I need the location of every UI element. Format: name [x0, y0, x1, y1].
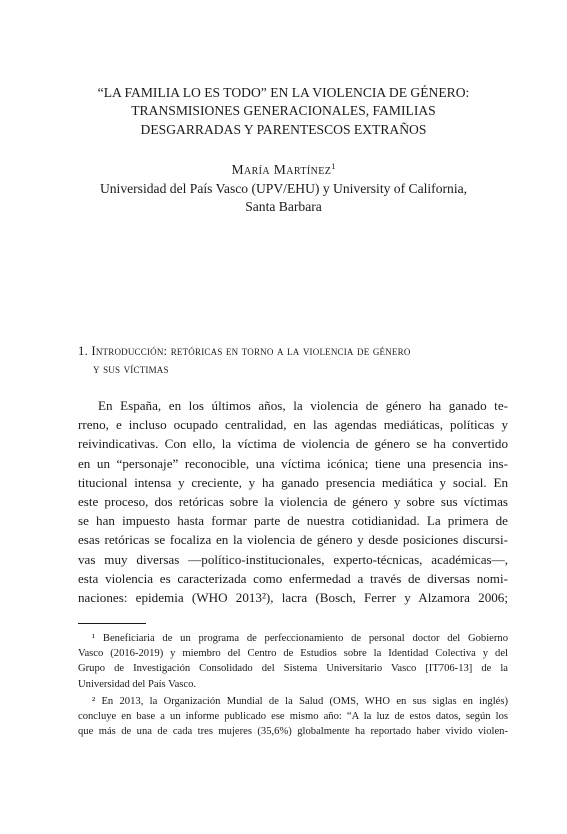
author-affiliation: Santa Barbara — [245, 199, 322, 215]
paragraph-line: titucional intensa y creciente, y ha ganado presencia mediática y social. En — [78, 474, 508, 490]
paragraph-line: este proceso, dos retóricas sobre la violencia de género y sobre sus víctimas — [78, 493, 508, 509]
title-line: DESGARRADAS Y PARENTESCOS EXTRAÑOS — [140, 121, 427, 137]
footnote-line: que más de una de cada tres mujeres (35,6%) globalmente ha reportado haber vivido violen- — [78, 726, 508, 738]
section-heading — [78, 343, 498, 378]
paragraph-line: naciones: epidemia (WHO 2013²), lacra (Bosch, Ferrer y Alzamora 2006; — [78, 589, 508, 605]
paragraph-line: esta violencia es caracterizada como enfermedad a través de diversas nomi- — [78, 570, 508, 586]
paragraph-line: vas muy diversas —político-institucionales, experto-técnicas, académicas—, — [78, 551, 508, 567]
paragraph-line: reivindicativas. Con ello, la víctima de violencia de género se ha convertido — [78, 436, 508, 452]
footnote-line: Vasco (2016-2019) y miembro del Centro de Estudios sobre la Identidad Colectiva y del — [78, 648, 508, 660]
footnotes — [78, 631, 508, 739]
paragraph-line: se han impuesto hasta formar parte de nuestra cotidianidad. La primera de — [78, 513, 508, 529]
footnote-line: ¹ Beneficiaria de un programa de perfeccionamiento de personal doctor del Gobierno — [92, 633, 508, 644]
footnote-line: concluye en base a un informe publicado ese mismo año: “A la luz de estos datos, según los — [78, 710, 508, 722]
footnote-line: Universidad del País Vasco. — [78, 678, 197, 690]
footnote-reference[interactable]: 1 — [331, 161, 336, 171]
paragraph-line: rreno, e incluso ocupado centralidad, en las agendas mediáticas, políticas y — [78, 417, 508, 433]
footnote-line: ² En 2013, la Organización Mundial de la Salud (OMS, WHO en sus siglas en inglés) — [92, 695, 508, 707]
author-name: María Martínez — [231, 162, 332, 177]
author-affiliation: Universidad del País Vasco (UPV/EHU) y University of California, — [99, 180, 468, 196]
section-heading-line: y sus víctimas — [93, 361, 169, 376]
title-line: “LA FAMILIA LO ES TODO” EN LA VIOLENCIA DE GÉNERO: — [97, 85, 470, 100]
footnote-1 — [78, 631, 508, 692]
title-line: TRANSMISIONES GENERACIONALES, FAMILIAS — [131, 103, 436, 119]
footnote-line: Grupo de Investigación Consolidado del Sistema Universitario Vasco [IT706-13] de la — [78, 663, 508, 675]
footnote-2 — [78, 694, 508, 740]
article-title — [60, 84, 507, 139]
body-paragraph — [78, 396, 508, 607]
paragraph-line: en un “personaje” reconocible, una víctima icónica; tiene una presencia ins- — [78, 455, 508, 471]
paragraph-line: En España, en los últimos años, la violencia de género ha ganado te- — [98, 398, 508, 413]
paragraph-line: esas retóricas se focaliza en la violencia de género y desde posiciones discursi- — [78, 532, 508, 548]
author-block — [60, 161, 507, 217]
footnote-separator — [78, 623, 146, 624]
section-heading-line: 1. Introducción: retóricas en torno a la violencia de género — [78, 344, 411, 358]
